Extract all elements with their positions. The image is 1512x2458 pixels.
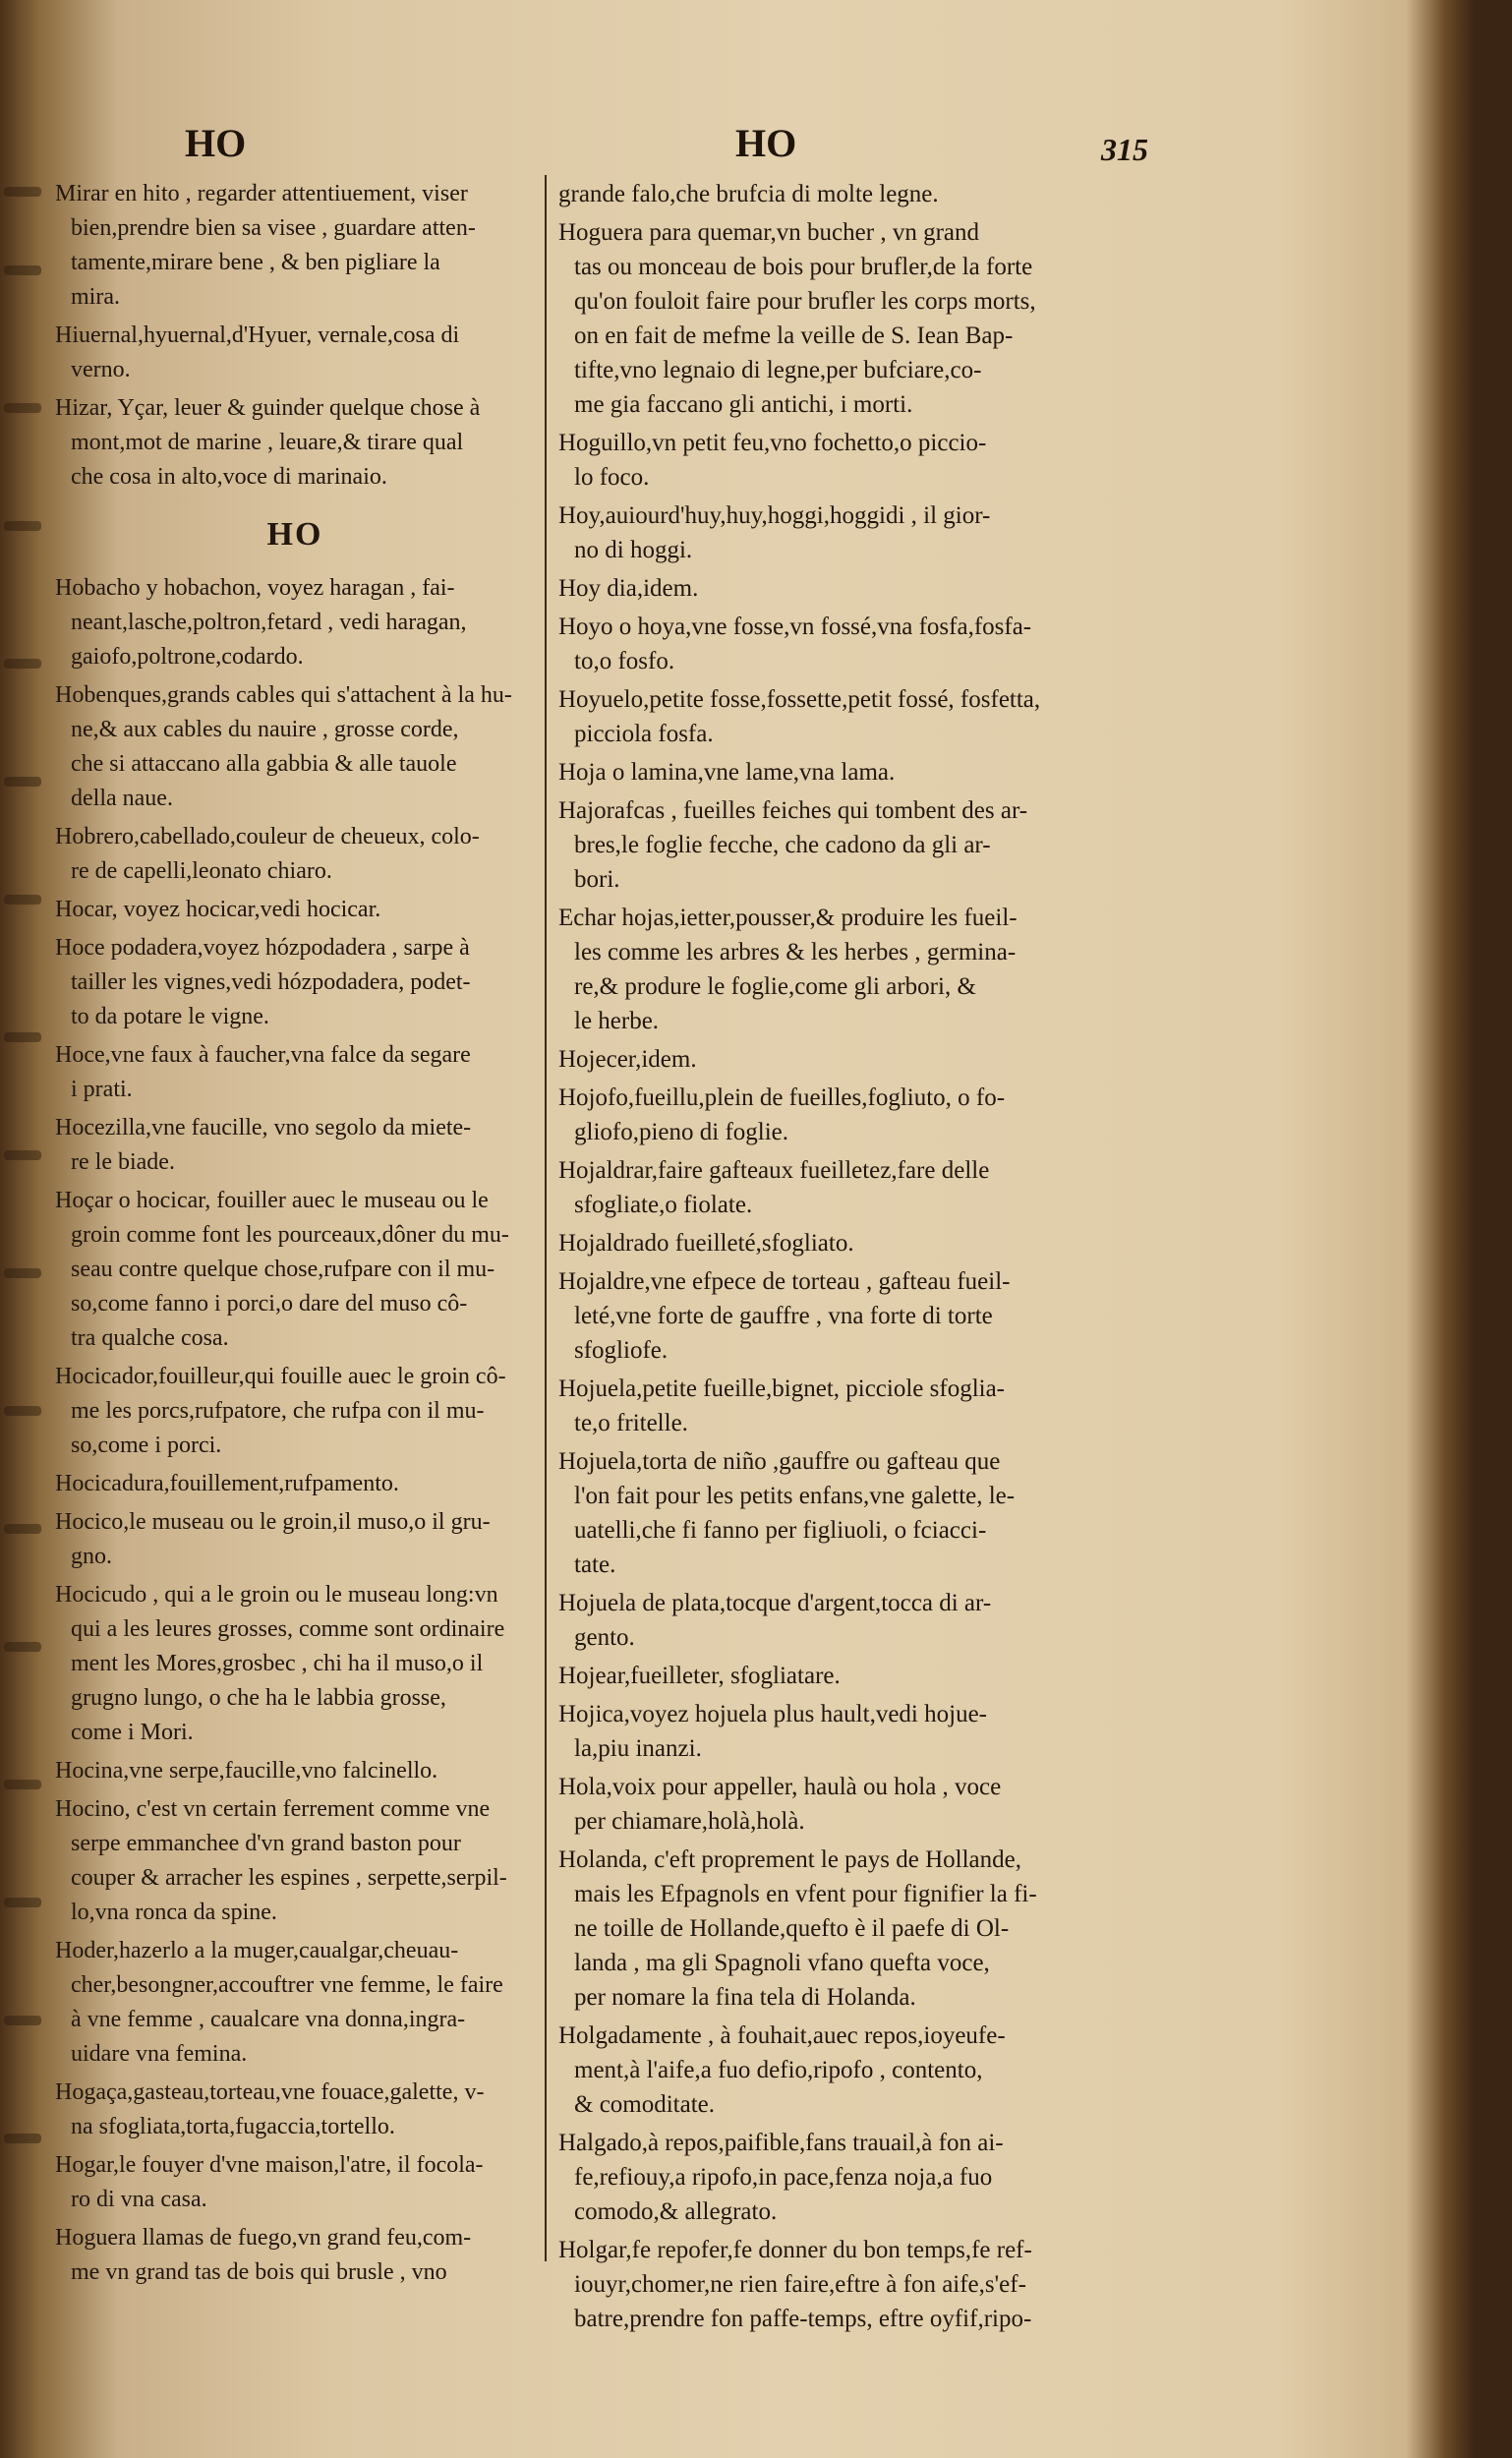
entry-line: grande falo,che brufcia di molte legne. <box>558 181 939 207</box>
dictionary-entry <box>55 571 535 674</box>
left-margin-binding-shadow <box>0 147 51 2261</box>
entry-line: batre,prendre fon paffe-temps, eftre oyfif,ripo- <box>574 2306 1032 2332</box>
entry-line: na sfogliata,torta,fugaccia,tortello. <box>71 2114 395 2139</box>
entry-line: me gia faccano gli antichi, i morti. <box>574 391 913 418</box>
entry-line: to,o fosfo. <box>574 648 675 674</box>
left-main-entries <box>55 571 535 2290</box>
entry-line: ne toille de Hollande,quefto è il paefe di Ol- <box>574 1915 1010 1942</box>
dictionary-entry <box>55 1184 535 1356</box>
entry-line: comodo,& allegrato. <box>574 2198 778 2225</box>
dictionary-entry <box>55 177 535 315</box>
dictionary-entry <box>558 2126 1170 2229</box>
entry-line: landa , ma gli Spagnoli vfano quefta voce, <box>574 1950 990 1976</box>
dictionary-entry <box>558 1042 1170 1077</box>
entry-line: ment les Mores,grosbec , chi ha il muso,o il <box>71 1651 484 1676</box>
entry-line: Hoce,vne faux à faucher,vna falce da segare <box>55 1042 471 1068</box>
entry-line: mont,mot de marine , leuare,& tirare qual <box>71 430 464 455</box>
entry-line: uatelli,che fi fanno per figliuoli, o fciacci- <box>574 1517 987 1544</box>
entry-line: Hoguera llamas de fuego,vn grand feu,com- <box>55 2225 472 2251</box>
entry-line: picciola fosfa. <box>574 721 714 747</box>
dictionary-entry <box>558 571 1170 606</box>
dictionary-entry <box>558 793 1170 897</box>
entry-line: neant,lasche,poltron,fetard , vedi haragan, <box>71 610 467 635</box>
entry-line: Hocezilla,vne faucille, vno segolo da miete- <box>55 1115 472 1141</box>
entry-line: so,come fanno i porci,o dare del muso cô- <box>71 1291 468 1317</box>
left-column <box>55 177 535 2294</box>
entry-line: Hizar, Yçar, leuer & guinder quelque chose à <box>55 395 481 421</box>
entry-line: lo foco. <box>574 464 650 491</box>
entry-line: Hogar,le fouyer d'vne maison,l'atre, il focola- <box>55 2152 484 2178</box>
entry-line: i prati. <box>71 1077 133 1102</box>
entry-line: to da potare le vigne. <box>71 1004 269 1029</box>
left-top-entries <box>55 177 535 495</box>
entry-line: à vne femme , caualcare vna donna,ingra- <box>71 2007 466 2032</box>
entry-line: Hoy dia,idem. <box>558 575 699 602</box>
dictionary-entry <box>55 1505 535 1574</box>
entry-line: per chiamare,holà,holà. <box>574 1808 805 1835</box>
entry-line: re,& produre le foglie,come gli arbori, & <box>574 973 976 1000</box>
dictionary-entry <box>558 1770 1170 1839</box>
header-center: HO <box>735 121 797 165</box>
entry-line: ne,& aux cables du nauire , grosse corde, <box>71 717 459 742</box>
entry-line: Hogaça,gasteau,torteau,vne fouace,galette, v- <box>55 2079 485 2105</box>
entry-line: Mirar en hito , regarder attentiuement, viser <box>55 181 468 206</box>
entry-line: tas ou monceau de bois pour brufler,de la forte <box>574 254 1033 280</box>
entry-line: Holgar,fe repofer,fe donner du bon temps,fe ref- <box>558 2237 1032 2263</box>
right-column <box>558 177 1170 2340</box>
entry-line: tra qualche cosa. <box>71 1325 229 1351</box>
entry-line: che si attaccano alla gabbia & alle tauole <box>71 751 457 777</box>
entry-line: Hajorafcas , fueilles feiches qui tombent des ar- <box>558 797 1028 824</box>
entry-line: Hojuela de plata,tocque d'argent,tocca di ar- <box>558 1590 992 1616</box>
entry-line: ment,à l'aife,a fuo defio,ripofo , contento, <box>574 2057 983 2083</box>
entry-line: mais les Efpagnols en vfent pour fignifier la fi- <box>574 1881 1037 1907</box>
dictionary-entry <box>558 682 1170 751</box>
entry-line: fe,refiouy,a ripofo,in pace,fenza noja,a fuo <box>574 2164 993 2191</box>
dictionary-entry <box>55 1038 535 1107</box>
entry-line: so,come i porci. <box>71 1433 222 1458</box>
entry-line: la,piu inanzi. <box>574 1735 702 1762</box>
entry-line: per nomare la fina tela di Holanda. <box>574 1984 916 2011</box>
dictionary-entry <box>558 215 1170 422</box>
entry-line: bien,prendre bien sa visee , guardare atten- <box>71 215 476 241</box>
entry-line: Hoy,auiourd'huy,huy,hoggi,hoggidi , il gior- <box>558 502 991 529</box>
dictionary-entry <box>55 1360 535 1463</box>
entry-line: qu'on fouloit faire pour brufler les corps morts, <box>574 288 1036 315</box>
dictionary-entry <box>55 2148 535 2217</box>
dictionary-entry <box>55 1111 535 1180</box>
entry-line: Hojofo,fueillu,plein de fueilles,fogliuto, o fo- <box>558 1084 1006 1111</box>
entry-line: tailler les vignes,vedi hózpodadera, podet- <box>71 969 471 995</box>
entry-line: Hocicadura,fouillement,rufpamento. <box>55 1471 399 1496</box>
entry-line: Hojaldre,vne efpece de torteau , gafteau fueil- <box>558 1268 1011 1295</box>
entry-line: l'on fait pour les petits enfans,vne galette, le- <box>574 1483 1016 1509</box>
entry-line: gno. <box>71 1544 112 1569</box>
entry-line: Hobacho y hobachon, voyez haragan , fai- <box>55 575 455 601</box>
dictionary-entry <box>55 1578 535 1750</box>
section-title: HO <box>266 516 323 553</box>
dictionary-entry <box>55 1467 535 1501</box>
entry-line: uidare vna femina. <box>71 2041 248 2067</box>
dictionary-entry <box>558 1153 1170 1222</box>
entry-line: Halgado,à repos,paifible,fans trauail,à fon ai- <box>558 2130 1004 2156</box>
dictionary-entry <box>558 1226 1170 1260</box>
dictionary-entry <box>55 2221 535 2290</box>
dictionary-entry <box>558 2233 1170 2336</box>
entry-line: Hojaldrado fueilleté,sfogliato. <box>558 1230 854 1257</box>
entry-line: cher,besongner,accouftrer vne femme, le faire <box>71 1972 503 1998</box>
column-divider <box>545 175 547 2261</box>
entry-line: gento. <box>574 1624 635 1651</box>
dictionary-entry <box>55 319 535 387</box>
entry-line: verno. <box>71 357 131 382</box>
entry-line: no di hoggi. <box>574 537 693 563</box>
dictionary-entry <box>558 2019 1170 2122</box>
dictionary-entry <box>558 1081 1170 1149</box>
entry-line: lo,vna ronca da spine. <box>71 1900 277 1925</box>
entry-line: qui a les leures grosses, comme sont ordinaire <box>71 1616 505 1642</box>
entry-line: sfogliate,o fiolate. <box>574 1192 753 1218</box>
entry-line: Hocino, c'est vn certain ferrement comme vne <box>55 1796 491 1822</box>
entry-line: bres,le foglie fecche, che cadono da gli ar- <box>574 832 991 858</box>
dictionary-entry <box>558 1264 1170 1368</box>
entry-line: ro di vna casa. <box>71 2187 207 2212</box>
entry-line: & comoditate. <box>574 2091 716 2118</box>
dictionary-entry <box>558 1843 1170 2015</box>
entry-line: les comme les arbres & les herbes , germina- <box>574 939 1017 966</box>
dictionary-entry <box>55 678 535 816</box>
dictionary-entry <box>558 1444 1170 1582</box>
entry-line: Hoyuelo,petite fosse,fossette,petit fossé, fosfetta, <box>558 686 1041 713</box>
entry-line: leté,vne forte de gauffre , vna forte di torte <box>574 1303 993 1329</box>
entry-line: Hojica,voyez hojuela plus hault,vedi hojue- <box>558 1701 987 1727</box>
entry-line: Hobrero,cabellado,couleur de cheueux, colo- <box>55 824 480 849</box>
entry-line: bori. <box>574 866 620 893</box>
entry-line: sfogliofe. <box>574 1337 669 1364</box>
entry-line: Holanda, c'eft proprement le pays de Hollande, <box>558 1846 1021 1873</box>
entry-line: che cosa in alto,voce di marinaio. <box>71 464 387 490</box>
entry-line: Hoyo o hoya,vne fosse,vn fossé,vna fosfa,fosfa- <box>558 614 1032 640</box>
dictionary-entry <box>558 426 1170 495</box>
entry-line: Hoguera para quemar,vn bucher , vn grand <box>558 219 979 246</box>
entry-line: mira. <box>71 284 120 310</box>
dictionary-entry <box>55 2076 535 2144</box>
entry-line: Hiuernal,hyuernal,d'Hyuer, vernale,cosa di <box>55 322 460 348</box>
entry-line: Hocico,le museau ou le groin,il muso,o il gru- <box>55 1509 491 1535</box>
entry-line: serpe emmanchee d'vn grand baston pour <box>71 1831 461 1856</box>
entry-line: Echar hojas,ietter,pousser,& produire les fueil- <box>558 905 1018 931</box>
entry-line: Hoçar o hocicar, fouiller auec le museau ou le <box>55 1188 489 1213</box>
entry-line: Hobenques,grands cables qui s'attachent à la hu- <box>55 682 512 708</box>
entry-line: Hoce podadera,voyez hózpodadera , sarpe à <box>55 935 470 961</box>
dictionary-entry <box>558 1697 1170 1766</box>
entry-line: me les porcs,rufpatore, che rufpa con il mu- <box>71 1398 485 1424</box>
dictionary-entry <box>558 177 1170 211</box>
entry-line: le herbe. <box>574 1008 660 1034</box>
entry-line: Hoder,hazerlo a la muger,caualgar,cheuau- <box>55 1938 459 1963</box>
entry-line: Hocina,vne serpe,faucille,vno falcinello. <box>55 1758 438 1784</box>
entry-line: re de capelli,leonato chiaro. <box>71 858 332 884</box>
header-left: HO <box>185 121 247 165</box>
entry-line: come i Mori. <box>71 1720 194 1745</box>
dictionary-entry <box>55 820 535 889</box>
entry-line: iouyr,chomer,ne rien faire,eftre à fon aife,s'ef- <box>574 2271 1026 2298</box>
dictionary-entry <box>55 1792 535 1930</box>
entry-line: Hojuela,torta de niño ,gauffre ou gafteau que <box>558 1448 1001 1475</box>
entry-line: gaiofo,poltrone,codardo. <box>71 644 304 670</box>
entry-line: Hojaldrar,faire gafteaux fueilletez,fare delle <box>558 1157 990 1184</box>
entry-line: gliofo,pieno di foglie. <box>574 1119 789 1145</box>
entry-line: grugno lungo, o che ha le labbia grosse, <box>71 1685 446 1711</box>
entry-line: re le biade. <box>71 1149 175 1175</box>
entry-line: Holgadamente , à fouhait,auec repos,ioyeufe- <box>558 2022 1006 2049</box>
entry-line: della naue. <box>71 786 173 811</box>
entry-line: te,o fritelle. <box>574 1410 688 1436</box>
entry-line: tifte,vno legnaio di legne,per bufciare,co- <box>574 357 982 383</box>
entry-line: tamente,mirare bene , & ben pigliare la <box>71 250 440 275</box>
dictionary-entry <box>558 901 1170 1038</box>
dictionary-entry <box>55 931 535 1034</box>
entry-line: Hojecer,idem. <box>558 1046 697 1073</box>
entry-line: me vn grand tas de bois qui brusle , vno <box>71 2259 447 2285</box>
dictionary-entry <box>558 498 1170 567</box>
entry-line: seau contre quelque chose,rufpare con il mu- <box>71 1257 495 1282</box>
entry-line: groin comme font les pourceaux,dôner du mu- <box>71 1222 509 1248</box>
entry-line: Hocar, voyez hocicar,vedi hocicar. <box>55 897 381 922</box>
right-main-entries <box>558 177 1170 2336</box>
entry-line: Hocicudo , qui a le groin ou le museau long:vn <box>55 1582 498 1608</box>
dictionary-entry <box>558 1586 1170 1655</box>
entry-line: Hola,voix pour appeller, haulà ou hola , voce <box>558 1774 1002 1800</box>
dictionary-entry <box>558 610 1170 678</box>
dictionary-entry <box>558 755 1170 790</box>
entry-line: Hojear,fueilleter, sfogliatare. <box>558 1663 841 1689</box>
dictionary-entry <box>55 1754 535 1788</box>
dictionary-entry <box>558 1659 1170 1693</box>
entry-line: couper & arracher les espines , serpette,serpil- <box>71 1865 507 1891</box>
dictionary-entry <box>55 893 535 927</box>
dictionary-entry <box>558 1372 1170 1440</box>
dictionary-entry <box>55 1934 535 2072</box>
entry-line: on en fait de mefme la veille de S. Iean Bap- <box>574 322 1014 349</box>
entry-line: Hocicador,fouilleur,qui fouille auec le groin cô- <box>55 1364 506 1389</box>
entry-line: Hoguillo,vn petit feu,vno fochetto,o piccio- <box>558 430 987 456</box>
dictionary-entry <box>55 391 535 495</box>
page-number: 315 <box>1101 132 1148 167</box>
entry-line: Hoja o lamina,vne lame,vna lama. <box>558 759 896 786</box>
entry-line: tate. <box>574 1551 616 1578</box>
entry-line: Hojuela,petite fueille,bignet, picciole sfoglia- <box>558 1375 1006 1402</box>
